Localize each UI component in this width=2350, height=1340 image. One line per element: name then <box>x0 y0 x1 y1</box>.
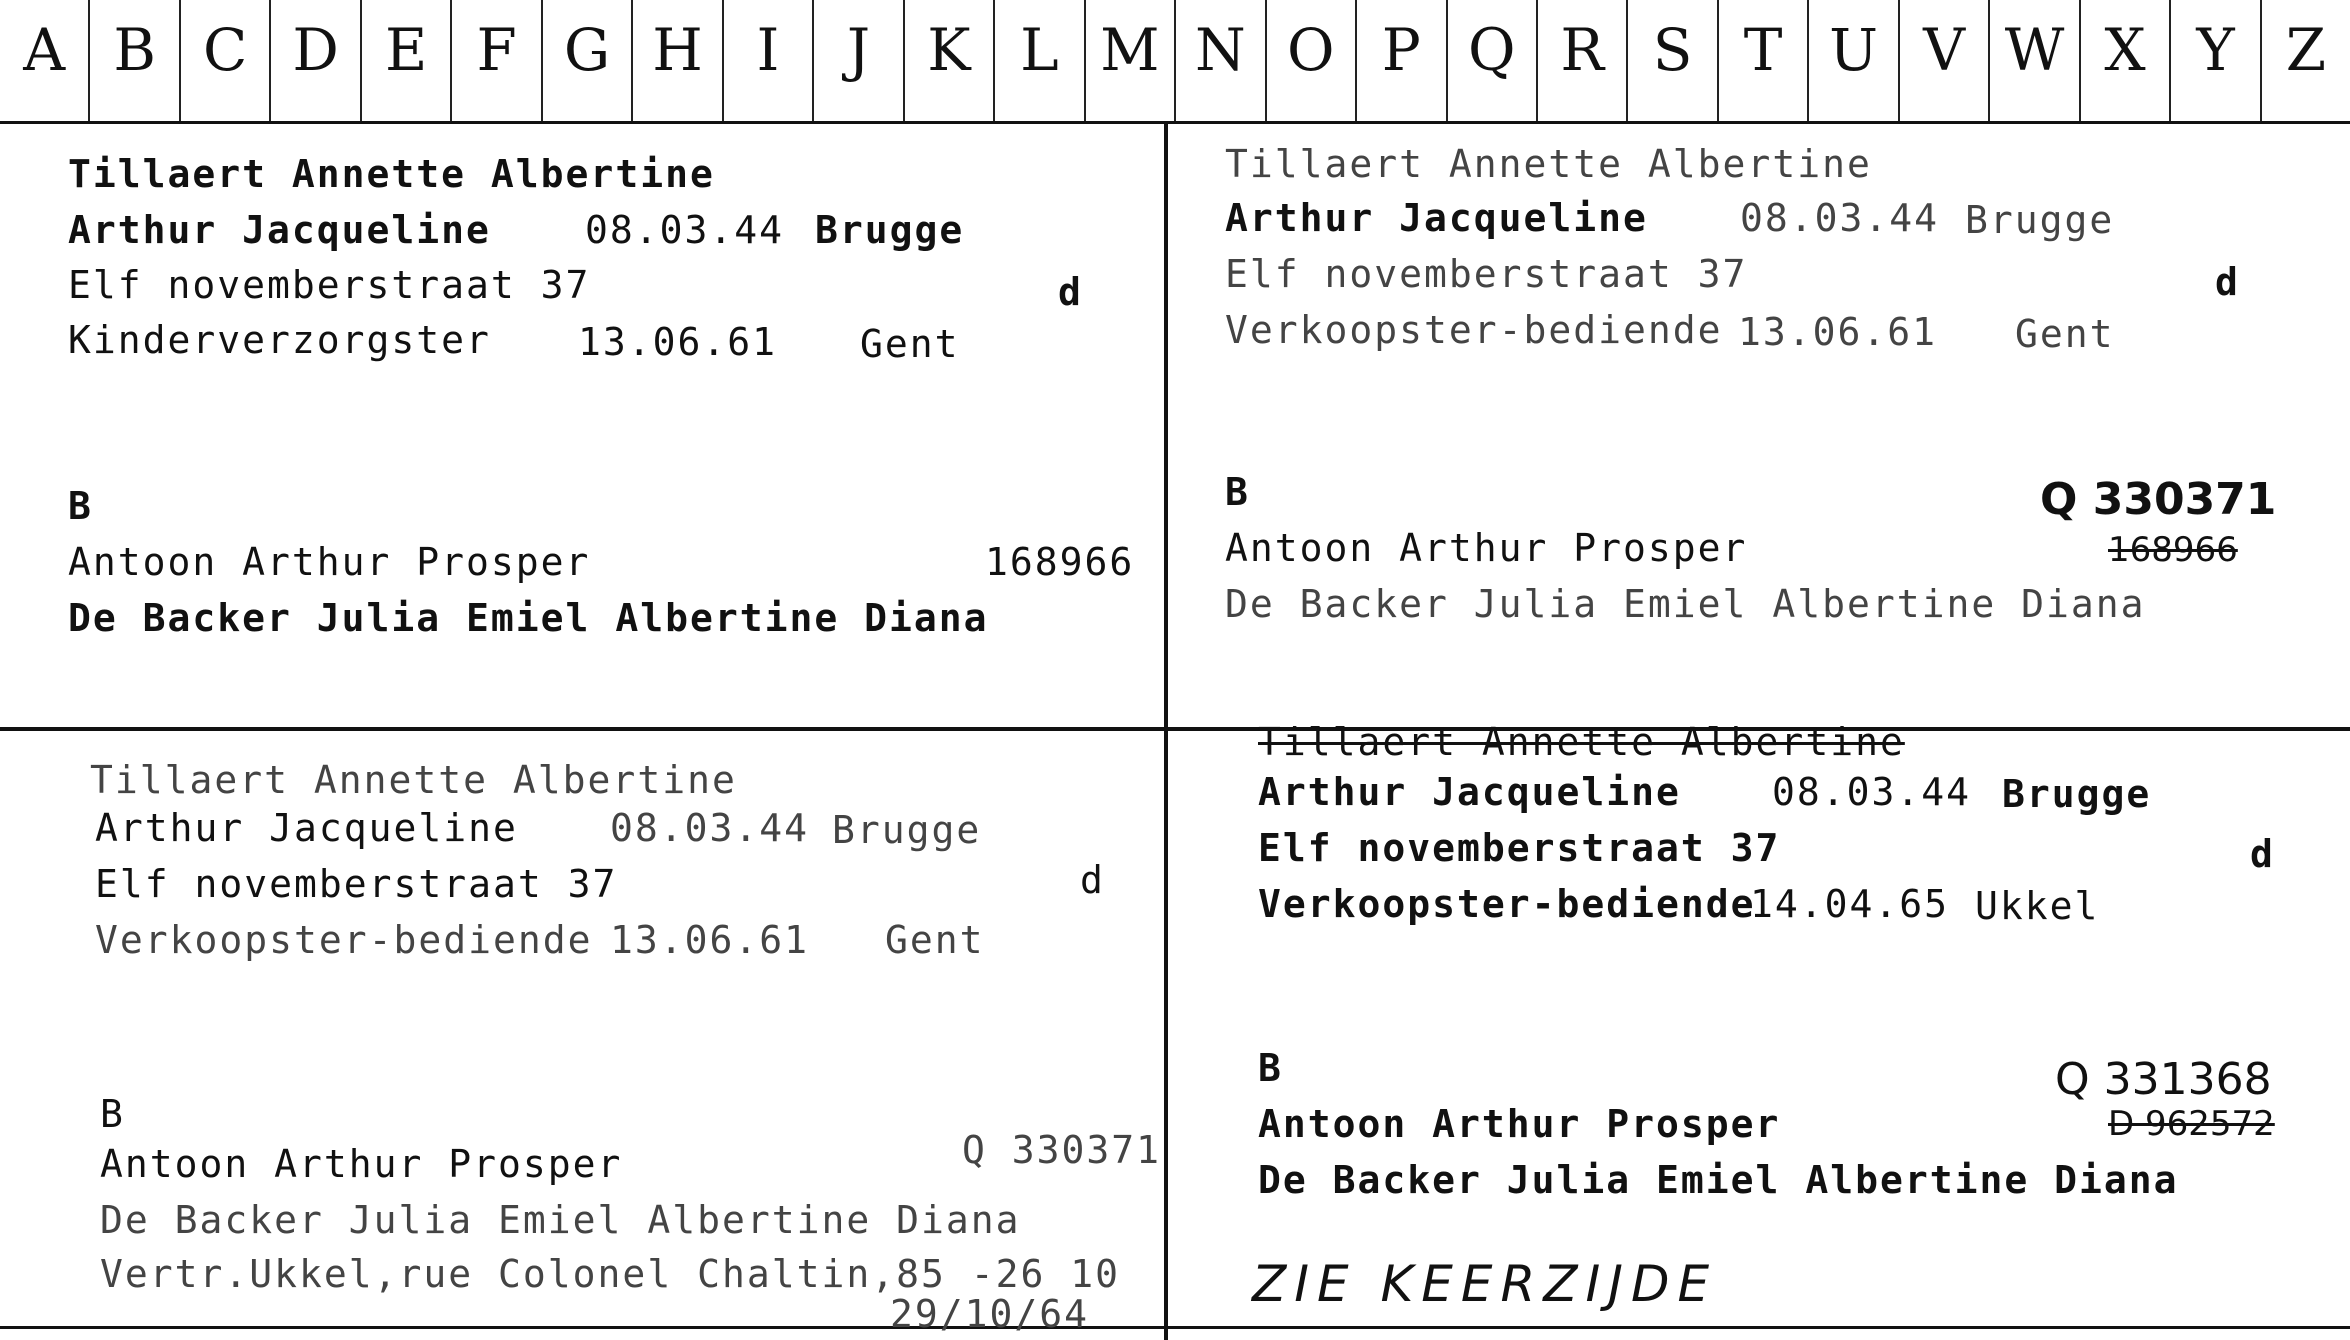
date-2: 13.06.61 <box>610 918 810 962</box>
occupation: Kinderverzorgster <box>68 318 491 362</box>
address-line: Elf novemberstraat 37 <box>68 263 591 307</box>
name-line: Tillaert Annette Albertine <box>1258 720 1905 764</box>
alpha-letter: Z <box>2260 0 2350 121</box>
marker-letter: d <box>2250 832 2275 876</box>
name-line: Tillaert Annette Albertine <box>1225 142 1872 186</box>
alpha-letter: U <box>1807 0 1897 121</box>
record-number: Q 330371 <box>2040 474 2277 525</box>
struck-number: 168966 <box>2108 530 2238 570</box>
section-letter: B <box>100 1092 125 1136</box>
date-2: 13.06.61 <box>578 320 778 364</box>
struck-number: D 962572 <box>2108 1104 2275 1144</box>
mother-names: De Backer Julia Emiel Albertine Diana <box>100 1198 1021 1242</box>
place-2: Ukkel <box>1975 884 2100 928</box>
father-names: Antoon Arthur Prosper <box>68 540 591 584</box>
address-line: Elf novemberstraat 37 <box>95 862 618 906</box>
father-names: Antoon Arthur Prosper <box>1258 1102 1781 1146</box>
record-number: Q 331368 <box>2055 1054 2272 1105</box>
alpha-letter: H <box>631 0 721 121</box>
record-number: 168966 <box>985 540 1135 584</box>
alpha-letter: D <box>269 0 359 121</box>
departure-date: 29/10/64 <box>890 1292 1090 1336</box>
date-2: 14.04.65 <box>1750 882 1950 926</box>
alpha-letter: O <box>1265 0 1355 121</box>
mother-names: De Backer Julia Emiel Albertine Diana <box>68 596 989 640</box>
alpha-letter: P <box>1355 0 1445 121</box>
vertical-divider <box>1164 124 1168 1340</box>
place-2: Gent <box>2015 312 2115 356</box>
alpha-letter: A <box>23 16 66 84</box>
parents-line: Arthur Jacqueline <box>1258 770 1681 814</box>
alphabet-index-strip <box>0 0 2350 124</box>
parents-line: Arthur Jacqueline <box>95 806 518 850</box>
alpha-letter: F <box>450 0 540 121</box>
occupation: Verkoopster-bediende <box>95 918 593 962</box>
alpha-letter: V <box>1898 0 1988 121</box>
date-2: 13.06.61 <box>1738 310 1938 354</box>
birth-place: Brugge <box>2002 772 2152 816</box>
bottom-divider <box>0 1326 2350 1329</box>
birth-place: Brugge <box>1965 198 2115 242</box>
birth-place: Brugge <box>832 808 982 852</box>
name-line: Tillaert Annette Albertine <box>68 152 715 196</box>
alpha-letter: Q <box>1446 0 1536 121</box>
marker-letter: d <box>2215 260 2240 304</box>
birth-date: 08.03.44 <box>1740 196 1940 240</box>
alpha-letter: K <box>903 0 993 121</box>
alpha-letter: L <box>993 0 1083 121</box>
place-2: Gent <box>860 322 960 366</box>
departure-line: Vertr.Ukkel,rue Colonel Chaltin,85 -26 10 <box>100 1252 1120 1296</box>
alpha-letter: N <box>1174 0 1264 121</box>
section-letter: B <box>1225 470 1250 514</box>
alpha-letter: X <box>2079 0 2169 121</box>
alpha-letter: W <box>1988 0 2078 121</box>
section-letter: B <box>68 484 93 528</box>
alpha-letter: C <box>179 0 269 121</box>
father-names: Antoon Arthur Prosper <box>100 1142 623 1186</box>
alpha-letter: G <box>541 0 631 121</box>
handwritten-note: ZIE KEERZIJDE <box>1252 1255 1718 1313</box>
marker-letter: d <box>1058 270 1083 314</box>
address-line: Elf novemberstraat 37 <box>1225 252 1748 296</box>
alpha-letter: R <box>1536 0 1626 121</box>
alpha-letter: E <box>360 0 450 121</box>
alpha-letter: Y <box>2169 0 2259 121</box>
alpha-letter: T <box>1717 0 1807 121</box>
record-number: Q 330371 <box>962 1128 1162 1172</box>
birth-date: 08.03.44 <box>610 806 810 850</box>
alpha-letter: J <box>812 0 902 121</box>
address-line: Elf novemberstraat 37 <box>1258 826 1781 870</box>
name-line: Tillaert Annette Albertine <box>90 758 737 802</box>
birth-date: 08.03.44 <box>585 208 785 252</box>
parents-line: Arthur Jacqueline <box>68 208 491 252</box>
occupation: Verkoopster-bediende <box>1258 882 1756 926</box>
parents-line: Arthur Jacqueline <box>1225 196 1648 240</box>
alpha-letter: S <box>1626 0 1716 121</box>
horizontal-divider <box>0 727 2350 731</box>
alpha-letter: M <box>1084 0 1174 121</box>
section-letter: B <box>1258 1046 1283 1090</box>
birth-place: Brugge <box>815 208 965 252</box>
alpha-letter: B <box>88 0 178 121</box>
birth-date: 08.03.44 <box>1772 770 1972 814</box>
occupation: Verkoopster-bediende <box>1225 308 1723 352</box>
mother-names: De Backer Julia Emiel Albertine Diana <box>1258 1158 2179 1202</box>
place-2: Gent <box>885 918 985 962</box>
marker-letter: d <box>1080 858 1105 902</box>
mother-names: De Backer Julia Emiel Albertine Diana <box>1225 582 2146 626</box>
father-names: Antoon Arthur Prosper <box>1225 526 1748 570</box>
alpha-letter: I <box>722 0 812 121</box>
